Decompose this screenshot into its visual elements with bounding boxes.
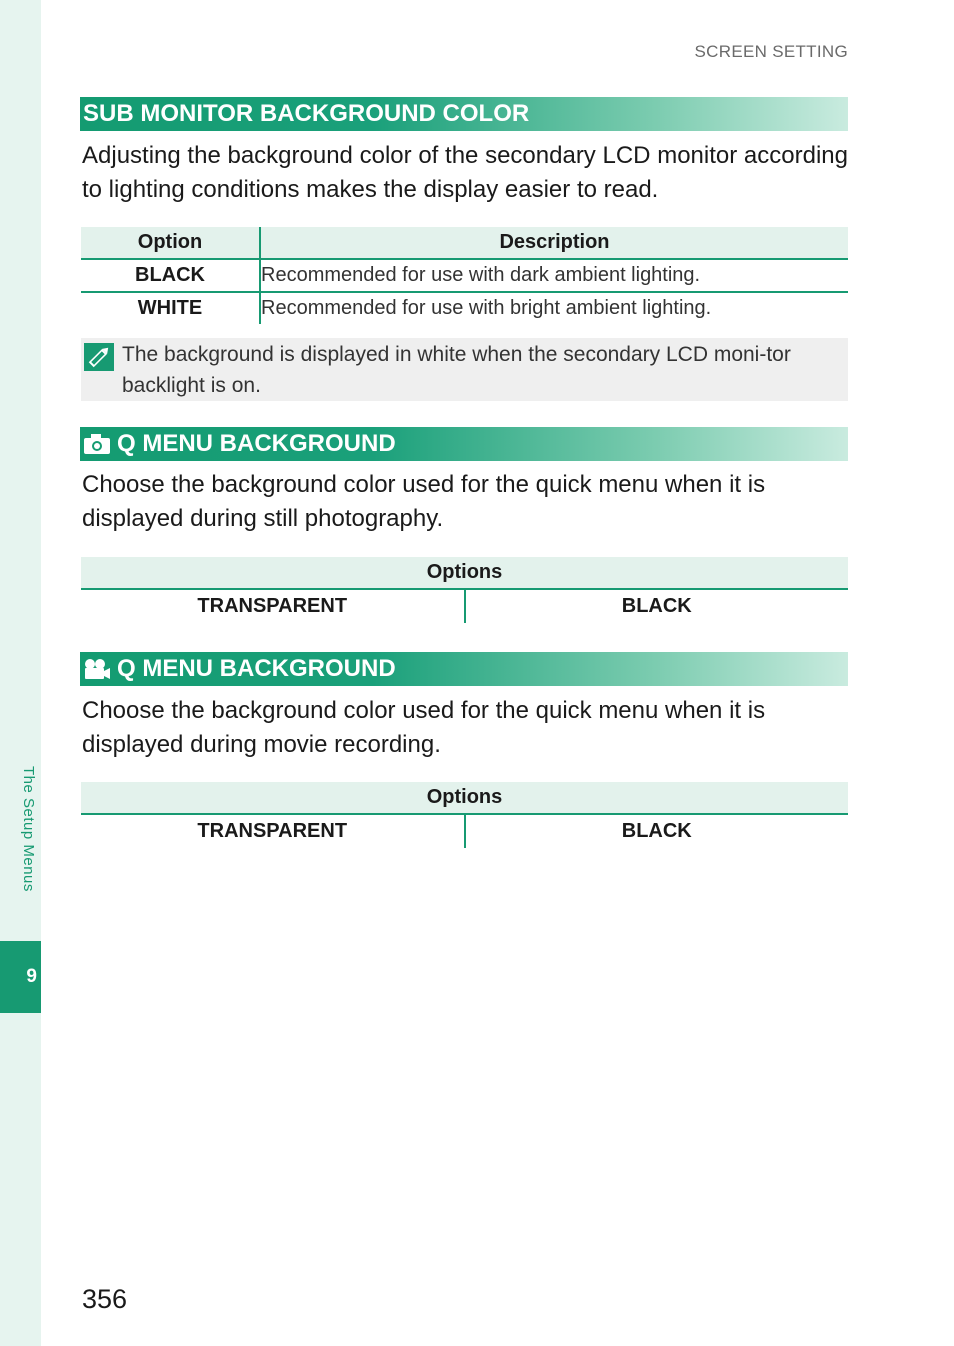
table-header-options: Options (81, 557, 848, 589)
section-body-text: Choose the background color used for the quick menu when it is displayed during still photography. (82, 471, 766, 532)
still-camera-icon (83, 433, 111, 455)
table-header-row (81, 557, 848, 589)
section-title: Q MENU BACKGROUND (117, 655, 396, 682)
section-heading-sub-monitor (80, 97, 848, 131)
chapter-side-label: The Setup Menus (20, 766, 37, 892)
note-text: The background is displayed in white when the secondary LCD moni-tor backlight is on. (122, 343, 791, 397)
option-cell: TRANSPARENT (81, 814, 465, 848)
table-row (81, 589, 848, 623)
chapter-number: 9 (26, 966, 37, 987)
page-number: 356 (82, 1284, 128, 1314)
options-table (81, 782, 848, 848)
table-cell-description: Recommended for use with dark ambient lighting. (260, 259, 848, 292)
section-title: SUB MONITOR BACKGROUND COLOR (83, 100, 530, 127)
table-row (81, 292, 848, 324)
table-header-row (81, 227, 848, 259)
table-header-description: Description (260, 227, 848, 259)
table-row (81, 259, 848, 292)
running-head: SCREEN SETTING (694, 42, 848, 61)
table-cell-description: Recommended for use with bright ambient lighting. (261, 297, 712, 319)
side-strip (0, 0, 41, 1346)
chapter-tab (0, 941, 41, 1013)
option-cell: BLACK (621, 820, 692, 842)
table-cell-option: BLACK (81, 259, 260, 292)
section-heading-q-menu-movie (80, 652, 848, 686)
option-description-table (81, 227, 848, 324)
option-cell: BLACK (621, 595, 692, 617)
section-body-text: Adjusting the background color of the secondary LCD monitor according to lighting conditions makes the display easier to read. (82, 142, 848, 203)
table-header-row (81, 782, 848, 814)
section-title: Q MENU BACKGROUND (117, 430, 396, 457)
section-body-text: Choose the background color used for the quick menu when it is displayed during movie recording. (82, 697, 766, 758)
table-cell-option: WHITE (81, 292, 260, 324)
table-row (81, 814, 848, 848)
movie-camera-icon (83, 658, 111, 680)
table-header-options: Options (81, 782, 848, 814)
options-table (81, 557, 848, 623)
note-box (81, 338, 848, 401)
note-pencil-icon (83, 342, 115, 377)
section-heading-q-menu-still (80, 427, 848, 461)
option-cell: TRANSPARENT (81, 589, 465, 623)
table-header-option: Option (81, 227, 260, 259)
